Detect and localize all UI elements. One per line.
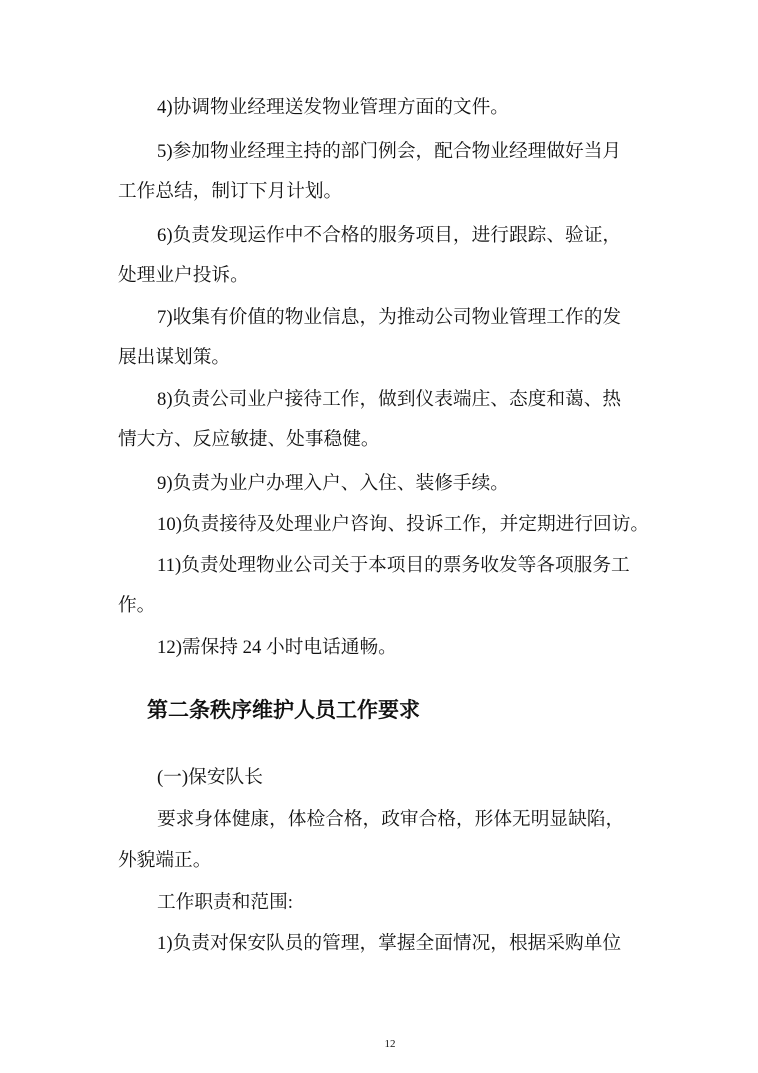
page-number: 12 (384, 1038, 396, 1050)
item-11-line-1: 11)负责处理物业公司关于本项目的票务收发等各项服务工 (157, 555, 630, 576)
item-5-line-2: 工作总结，制订下月计划。 (118, 181, 343, 202)
section-heading: 第二条秩序维护人员工作要求 (147, 698, 420, 722)
requirements-line-1: 要求身体健康，体检合格，政审合格，形体无明显缺陷， (157, 809, 625, 830)
item-5-line-1: 5)参加物业经理主持的部门例会，配合物业经理做好当月 (157, 141, 622, 162)
item-7-line-2: 展出谋划策。 (118, 347, 231, 368)
duties-label: 工作职责和范围: (157, 892, 294, 913)
item-12-line-1: 12)需保持 24 小时电话通畅。 (157, 637, 397, 658)
item-9-line-1: 9)负责为业户办理入户、入住、装修手续。 (157, 473, 509, 494)
requirements-line-2: 外貌端正。 (118, 850, 212, 871)
item-6-line-2: 处理业户投诉。 (118, 265, 249, 286)
subheading: (一)保安队长 (157, 767, 263, 788)
item-8-line-2: 情大方、反应敏捷、处事稳健。 (118, 429, 380, 450)
duty-item-1-line-1: 1)负责对保安队员的管理，掌握全面情况，根据采购单位 (157, 933, 622, 954)
item-4-line-1: 4)协调物业经理送发物业管理方面的文件。 (157, 97, 509, 118)
item-11-line-2: 作。 (118, 595, 156, 616)
item-7-line-1: 7)收集有价值的物业信息，为推动公司物业管理工作的发 (157, 307, 622, 328)
item-6-line-1: 6)负责发现运作中不合格的服务项目，进行跟踪、验证， (157, 225, 622, 246)
item-10-line-1: 10)负责接待及处理业户咨询、投诉工作，并定期进行回访。 (157, 514, 650, 535)
item-8-line-1: 8)负责公司业户接待工作，做到仪表端庄、态度和蔼、热 (157, 389, 622, 410)
